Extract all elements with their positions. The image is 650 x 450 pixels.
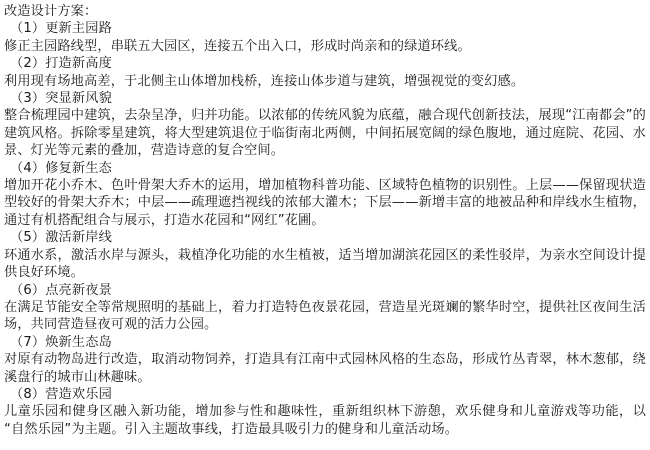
section-heading-2: （2）打造新高度 bbox=[10, 56, 112, 72]
section-heading-4: （4）修复新生态 bbox=[10, 160, 112, 176]
section-body-3: 整合梳理园中建筑，去杂呈净，归并功能。以浓郁的传统风貌为底蕴，融合现代创新技法，展现“江南都会”的建筑风格。拆除零星建筑，将大型建筑退位于临街南北两侧，中间拓展宽阔的绿色腹地，通过庭院、花园、水景、灯光等元素的叠加，营造诗意的复合空间。 bbox=[4, 108, 646, 159]
section-body-6: 在满足节能安全等常规照明的基础上，着力打造特色夜景花园，营造星光斑斓的繁华时空，提供社区夜间生活场，共同营造昼夜可观的活力公园。 bbox=[4, 299, 646, 333]
section-body-8: 儿童乐园和健身区融入新功能，增加参与性和趣味性，重新组织林下游憩，欢乐健身和儿童游戏等功能，以 “自然乐园”为主题。引入主题故事线，打造最具吸引力的健身和儿童活动场。 bbox=[4, 404, 646, 437]
section-heading-3: （3）突显新风貌 bbox=[10, 91, 112, 107]
section-body-7: 对原有动物岛进行改造，取消动物饲养，打造具有江南中式园林风格的生态岛，形成竹丛青翠，林木葱郁，绕溪盘行的城市山林趣味。 bbox=[4, 352, 646, 385]
section-body-4: 增加开花小乔木、色叶骨架大乔木的运用，增加植物科普功能、区域特色植物的识别性。上层——保留现状造型较好的骨架大乔木；中层——疏理遮挡视线的浓郁大灌木；下层——新增丰富的地被品种和岸线水生植物，通过有机搭配组合与展示，打造水花园和“网红”花圃。 bbox=[4, 178, 646, 228]
section-heading-1: （1）更新主园路 bbox=[10, 21, 112, 37]
section-heading-8: （8）营造欢乐园 bbox=[10, 386, 112, 402]
section-heading-5: （5）激活新岸线 bbox=[10, 230, 112, 246]
section-heading-6: （6）点亮新夜景 bbox=[10, 282, 112, 298]
section-body-1: 修正主园路线型，串联五大园区，连接五个出入口，形成时尚亲和的绿道环线。 bbox=[4, 38, 471, 54]
document-title: 改造设计方案： bbox=[4, 4, 98, 19]
design-document bbox=[4, 3, 646, 438]
section-heading-7: （7）焕新生态岛 bbox=[10, 334, 112, 350]
section-body-2: 利用现有场地高差，于北侧主山体增加栈桥，连接山体步道与建筑，增强视觉的变幻感。 bbox=[4, 73, 525, 89]
section-body-5: 环通水系，激活水岸与源头，栽植净化功能的水生植被，适当增加湖滨花园区的柔性驳岸，为亲水空间设计提供良好环境。 bbox=[4, 247, 646, 281]
